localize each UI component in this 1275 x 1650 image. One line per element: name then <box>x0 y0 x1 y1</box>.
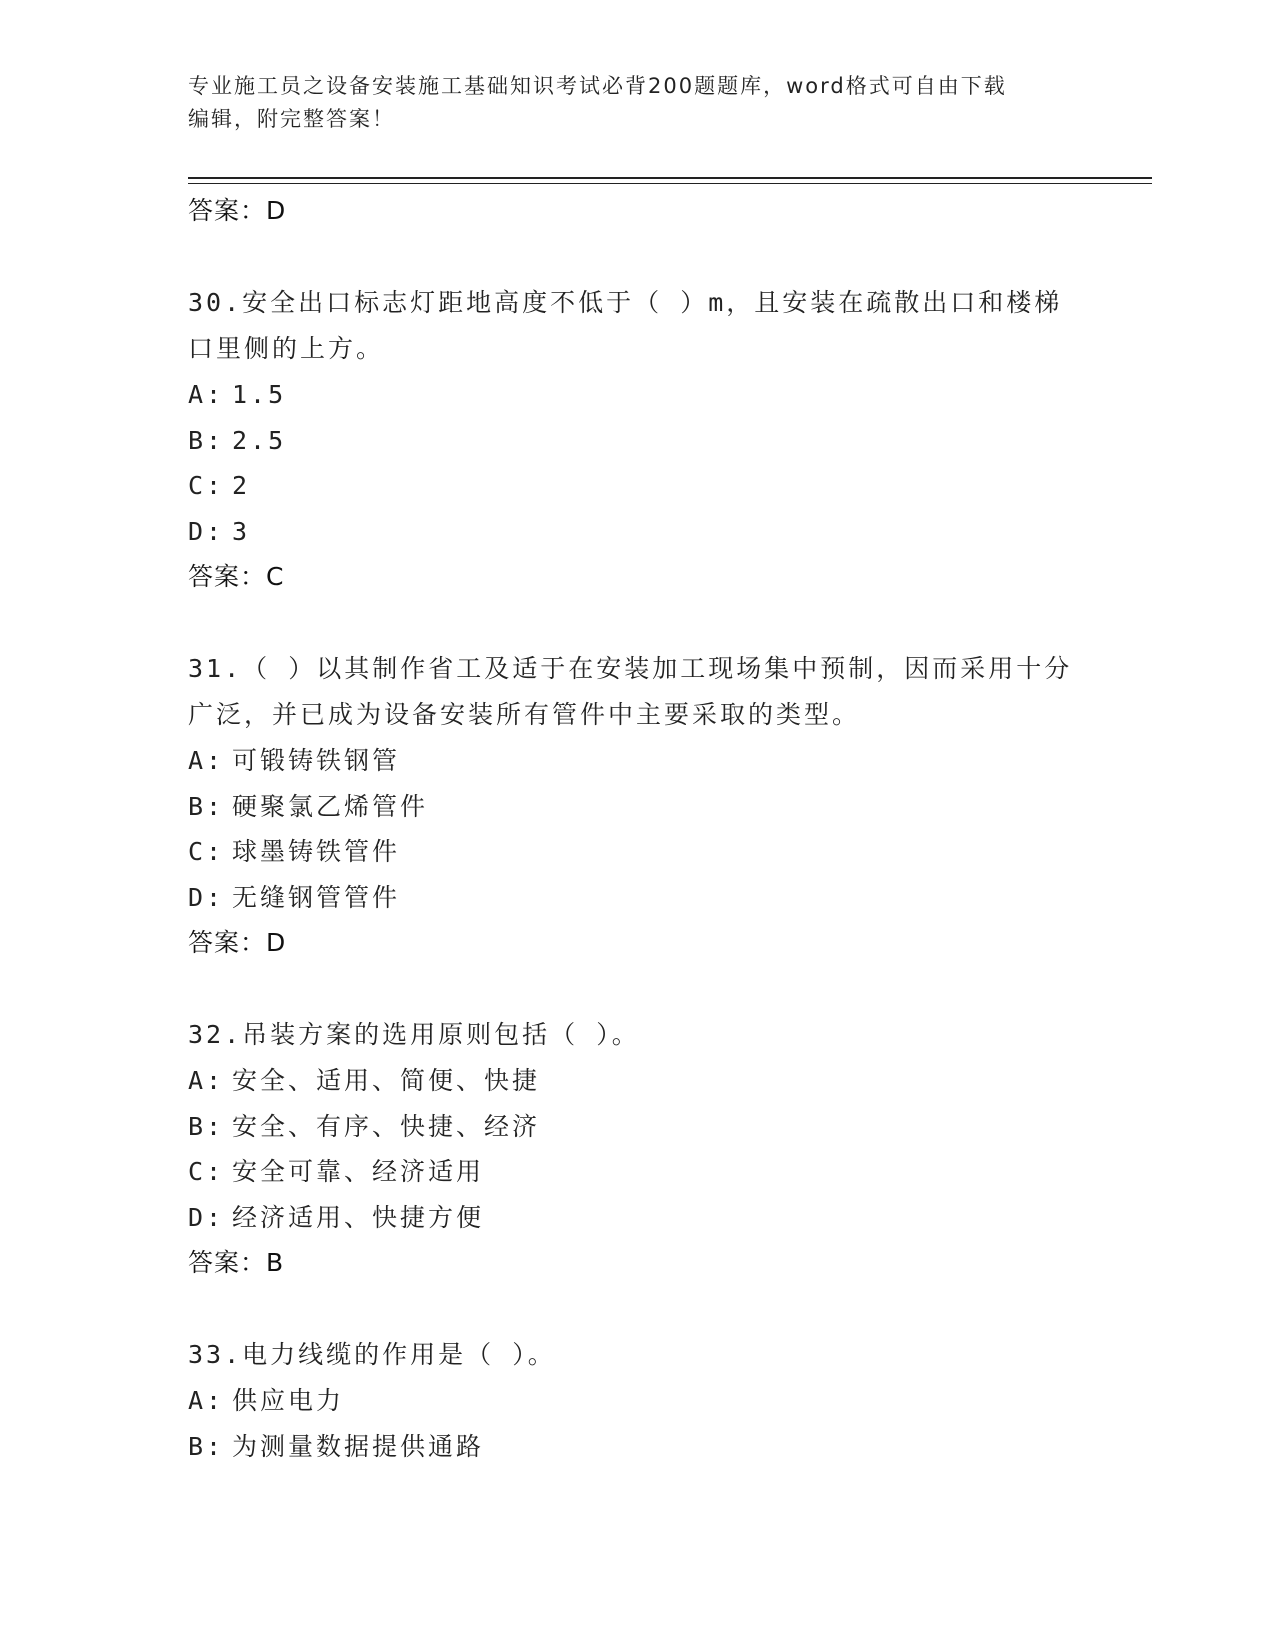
option-key: B: <box>188 1431 225 1461</box>
answer-line <box>188 554 1088 600</box>
question-number: 31. <box>188 654 243 683</box>
option-b <box>188 1104 1088 1150</box>
answer-prefix: 答案： <box>188 562 267 591</box>
answer-value: C <box>266 562 285 591</box>
option-text: 可锻铸铁钢管 <box>232 746 401 775</box>
question-text: 电力线缆的作用是（ ）。 <box>242 1340 556 1369</box>
option-c <box>188 463 1088 509</box>
previous-answer <box>188 188 1088 234</box>
option-text: 无缝钢管管件 <box>232 882 401 912</box>
question-text: （ ）以其制作省工及适于在安装加工现场集中预制，因而采用十分广泛，并已成为设备安装所有管件中主要采取的类型。 <box>188 654 1073 729</box>
document-header <box>188 70 1068 136</box>
option-text: 为测量数据提供通路 <box>232 1431 485 1461</box>
option-text: 硬聚氯乙烯管件 <box>232 791 429 821</box>
answer-value: D <box>266 196 287 225</box>
question-block-33 <box>188 1332 1088 1469</box>
question-number: 32. <box>188 1020 243 1049</box>
option-key: D: <box>188 1202 225 1232</box>
option-d <box>188 875 1088 921</box>
option-text: 供应电力 <box>232 1386 345 1415</box>
option-c <box>188 1149 1088 1195</box>
question-stem <box>188 1332 1088 1378</box>
option-text: 球墨铸铁管件 <box>232 837 401 866</box>
option-key: A: <box>188 1066 225 1095</box>
option-key: A: <box>188 380 225 409</box>
answer-prefix: 答案： <box>188 1248 267 1277</box>
answer-value: B <box>266 1248 285 1277</box>
option-text: 3 <box>232 516 251 546</box>
option-text: 安全可靠、经济适用 <box>232 1157 485 1186</box>
option-key: C: <box>188 471 225 500</box>
header-rule-thin <box>188 183 1152 184</box>
answer-line <box>188 1240 1088 1286</box>
option-key: D: <box>188 516 225 546</box>
option-c <box>188 829 1088 875</box>
option-key: B: <box>188 425 225 455</box>
option-a <box>188 1058 1088 1104</box>
question-text: 吊装方案的选用原则包括（ ）。 <box>242 1020 640 1049</box>
option-key: A: <box>188 746 225 775</box>
option-key: B: <box>188 1111 225 1141</box>
question-block-30 <box>188 280 1088 600</box>
answer-prefix: 答案： <box>188 928 267 957</box>
option-text: 安全、有序、快捷、经济 <box>232 1111 541 1141</box>
option-text: 经济适用、快捷方便 <box>232 1202 485 1232</box>
option-key: B: <box>188 791 225 821</box>
option-d <box>188 1195 1088 1241</box>
answer-line <box>188 920 1088 966</box>
question-stem <box>188 646 1088 738</box>
option-key: A: <box>188 1386 225 1415</box>
option-key: C: <box>188 837 225 866</box>
answer-value: D <box>266 928 287 957</box>
question-number: 33. <box>188 1340 243 1369</box>
question-text: 安全出口标志灯距地高度不低于（ ）m，且安装在疏散出口和楼梯口里侧的上方。 <box>188 288 1063 363</box>
option-a <box>188 738 1088 784</box>
option-b <box>188 784 1088 830</box>
header-line-1: 专业施工员之设备安装施工基础知识考试必背200题题库，word格式可自由下载 <box>188 74 1007 98</box>
option-a <box>188 372 1088 418</box>
header-rule-thick <box>188 177 1152 179</box>
option-b <box>188 418 1088 464</box>
header-line-2: 编辑，附完整答案！ <box>188 107 395 131</box>
question-block-31 <box>188 646 1088 966</box>
option-text: 安全、适用、简便、快捷 <box>232 1066 541 1095</box>
question-block-32 <box>188 1012 1088 1286</box>
question-stem <box>188 1012 1088 1058</box>
question-list <box>188 188 1088 1469</box>
option-text: 2.5 <box>232 425 287 455</box>
option-text: 1.5 <box>232 380 287 409</box>
option-text: 2 <box>232 471 251 500</box>
option-key: D: <box>188 882 225 912</box>
option-key: C: <box>188 1157 225 1186</box>
question-stem <box>188 280 1088 372</box>
question-number: 30. <box>188 288 243 317</box>
answer-prefix: 答案： <box>188 196 267 225</box>
option-b <box>188 1424 1088 1470</box>
option-a <box>188 1378 1088 1424</box>
option-d <box>188 509 1088 555</box>
